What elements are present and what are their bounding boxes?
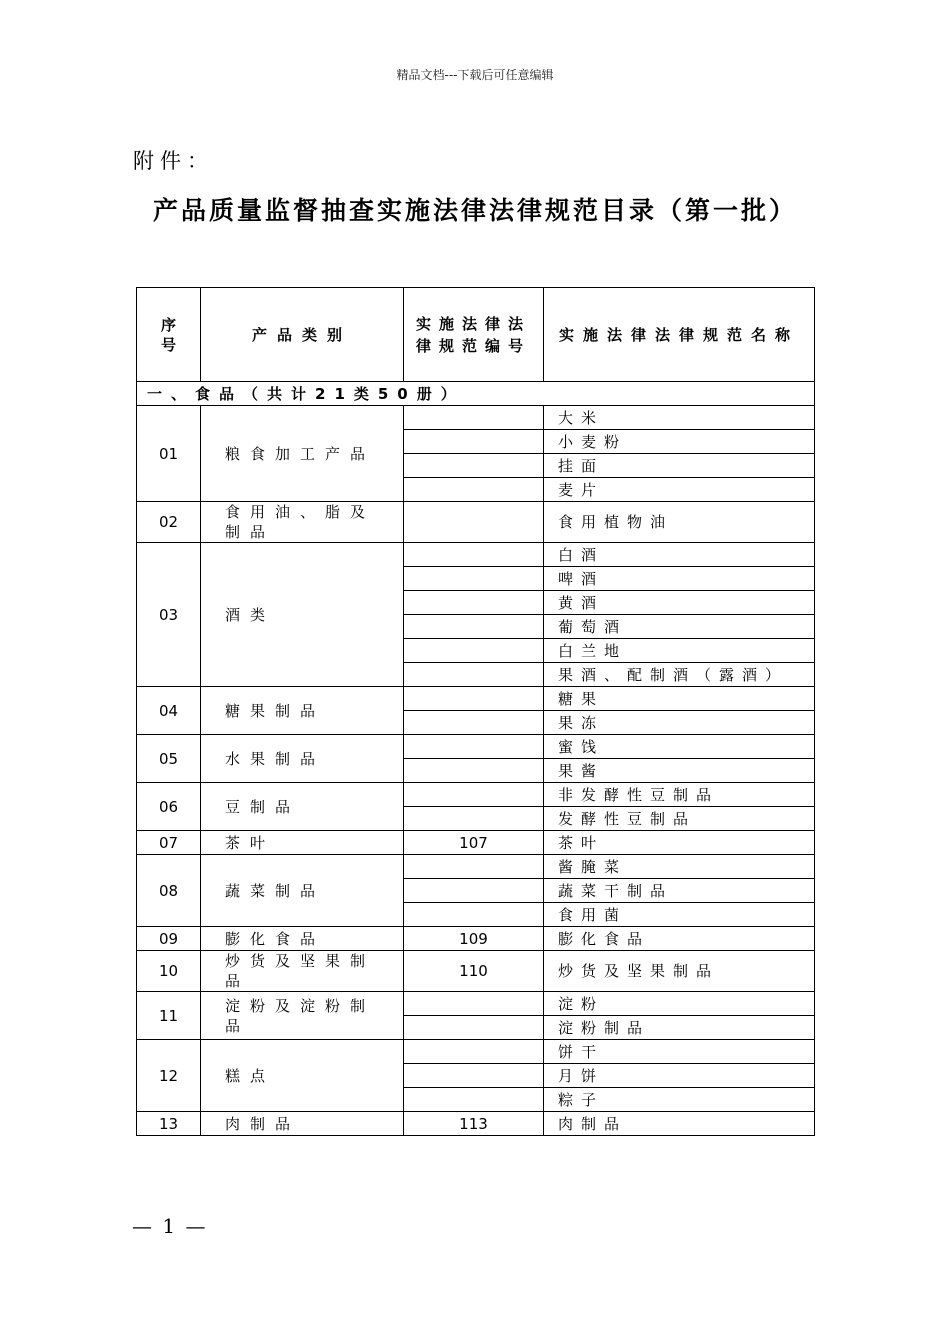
regulation-code: [404, 687, 544, 711]
regulation-code: [404, 1016, 544, 1040]
regulation-code: [404, 783, 544, 807]
product-category: 炒货及坚果制品: [201, 951, 404, 992]
regulation-table: [136, 287, 815, 1136]
document-title: 产品质量监督抽查实施法律法律规范目录（第一批）: [152, 196, 797, 225]
regulation-code: [404, 663, 544, 687]
regulation-name: 非发酵性豆制品: [544, 783, 815, 807]
regulation-name: 酱腌菜: [544, 855, 815, 879]
regulation-code: [404, 1064, 544, 1088]
row-number: 13: [137, 1112, 201, 1136]
row-number: 02: [137, 502, 201, 543]
product-category: 糕点: [201, 1040, 404, 1112]
regulation-name: 白酒: [544, 543, 815, 567]
table-row: [137, 1112, 815, 1136]
product-category: 蔬菜制品: [201, 855, 404, 927]
product-category: 酒类: [201, 543, 404, 687]
table-row: [137, 951, 815, 992]
table-row: [137, 1040, 815, 1064]
regulation-code: [404, 543, 544, 567]
regulation-name: 果冻: [544, 711, 815, 735]
row-number: 10: [137, 951, 201, 992]
product-category: 食用油、脂及制品: [201, 502, 404, 543]
section-row: [137, 382, 815, 406]
regulation-name: 啤酒: [544, 567, 815, 591]
regulation-code: [404, 430, 544, 454]
row-number: 11: [137, 992, 201, 1040]
header-seq: 序号: [137, 288, 201, 382]
regulation-code: [404, 903, 544, 927]
table-row: [137, 831, 815, 855]
page-header: 精品文档---下载后可任意编辑: [396, 68, 554, 82]
regulation-name: 食用植物油: [544, 502, 815, 543]
regulation-name: 食用菌: [544, 903, 815, 927]
product-category: 肉制品: [201, 1112, 404, 1136]
regulation-name: 果酱: [544, 759, 815, 783]
regulation-code: [404, 807, 544, 831]
regulation-code: [404, 711, 544, 735]
regulation-name: 肉制品: [544, 1112, 815, 1136]
row-number: 09: [137, 927, 201, 951]
table-row: [137, 927, 815, 951]
regulation-name: 蜜饯: [544, 735, 815, 759]
regulation-code: [404, 639, 544, 663]
regulation-name: 饼干: [544, 1040, 815, 1064]
regulation-name: 麦片: [544, 478, 815, 502]
table-header-row: [137, 288, 815, 382]
regulation-name: 白兰地: [544, 639, 815, 663]
row-number: 05: [137, 735, 201, 783]
regulation-name: 小麦粉: [544, 430, 815, 454]
attachment-label: 附件：: [133, 149, 214, 173]
regulation-code: [404, 591, 544, 615]
regulation-code: [404, 1040, 544, 1064]
row-number: 04: [137, 687, 201, 735]
header-category: 产品类别: [201, 288, 404, 382]
regulation-name: 大米: [544, 406, 815, 430]
page-number: — 1 —: [132, 1214, 208, 1238]
product-category: 茶叶: [201, 831, 404, 855]
regulation-code: [404, 502, 544, 543]
regulation-code: 107: [404, 831, 544, 855]
regulation-code: [404, 992, 544, 1016]
regulation-name: 发酵性豆制品: [544, 807, 815, 831]
regulation-name: 葡萄酒: [544, 615, 815, 639]
regulation-name: 蔬菜干制品: [544, 879, 815, 903]
product-category: 糖果制品: [201, 687, 404, 735]
regulation-code: 113: [404, 1112, 544, 1136]
header-code: 实施法律法律规范编号: [404, 288, 544, 382]
regulation-code: 109: [404, 927, 544, 951]
regulation-code: [404, 567, 544, 591]
regulation-name: 果酒、配制酒（露酒）: [544, 663, 815, 687]
regulation-name: 淀粉制品: [544, 1016, 815, 1040]
regulation-name: 黄酒: [544, 591, 815, 615]
table-row: [137, 783, 815, 807]
table-row: [137, 735, 815, 759]
product-category: 粮食加工产品: [201, 406, 404, 502]
regulation-code: [404, 879, 544, 903]
regulation-code: [404, 735, 544, 759]
row-number: 12: [137, 1040, 201, 1112]
regulation-name: 粽子: [544, 1088, 815, 1112]
row-number: 01: [137, 406, 201, 502]
table-row: [137, 855, 815, 879]
regulation-code: 110: [404, 951, 544, 992]
row-number: 07: [137, 831, 201, 855]
product-category: 膨化食品: [201, 927, 404, 951]
regulation-code: [404, 855, 544, 879]
regulation-code: [404, 615, 544, 639]
regulation-code: [404, 759, 544, 783]
section-title: 一、食品（共计21类50册）: [137, 382, 815, 406]
regulation-code: [404, 406, 544, 430]
product-category: 豆制品: [201, 783, 404, 831]
table-row: [137, 543, 815, 567]
row-number: 06: [137, 783, 201, 831]
table-row: [137, 502, 815, 543]
regulation-name: 月饼: [544, 1064, 815, 1088]
regulation-name: 膨化食品: [544, 927, 815, 951]
header-name: 实施法律法律规范名称: [544, 288, 815, 382]
row-number: 03: [137, 543, 201, 687]
regulation-name: 炒货及坚果制品: [544, 951, 815, 992]
table-row: [137, 406, 815, 430]
row-number: 08: [137, 855, 201, 927]
regulation-name: 淀粉: [544, 992, 815, 1016]
table-row: [137, 992, 815, 1016]
regulation-name: 茶叶: [544, 831, 815, 855]
product-category: 淀粉及淀粉制品: [201, 992, 404, 1040]
regulation-code: [404, 1088, 544, 1112]
table-row: [137, 687, 815, 711]
regulation-code: [404, 454, 544, 478]
regulation-name: 挂面: [544, 454, 815, 478]
product-category: 水果制品: [201, 735, 404, 783]
regulation-name: 糖果: [544, 687, 815, 711]
regulation-code: [404, 478, 544, 502]
